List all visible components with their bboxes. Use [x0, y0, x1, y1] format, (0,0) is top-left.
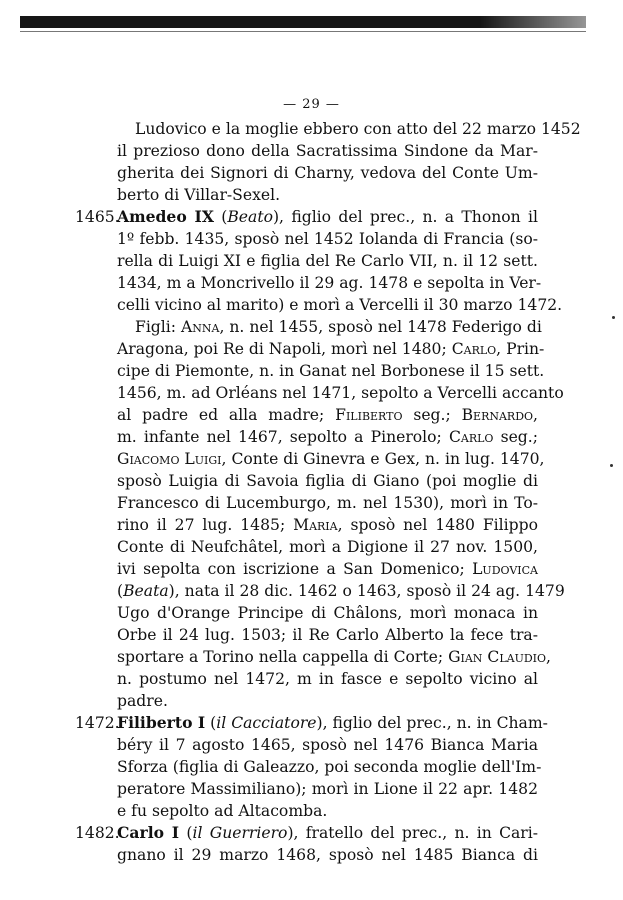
text-segment: ( — [205, 714, 217, 732]
text-segment: béry il 7 agosto 1465, sposò nel 1476 Bianca Maria — [117, 736, 538, 754]
text-line — [117, 778, 538, 800]
text-segment: Ludovico e la moglie ebbero con atto del 22 marzo 1452 — [135, 120, 581, 138]
text-line — [117, 250, 538, 272]
text-line — [117, 624, 538, 646]
text-segment: seg.; — [493, 428, 538, 446]
text-line — [117, 734, 538, 756]
text-line — [117, 492, 538, 514]
child-name: Carlo — [451, 340, 497, 358]
text-segment: e fu sepolto ad Altacomba. — [117, 802, 328, 820]
text-line — [117, 162, 538, 184]
text-line — [117, 558, 538, 580]
text-segment: gnano il 29 marzo 1468, sposò nel 1485 Bianca di — [117, 846, 538, 864]
text-segment: rino il 27 lug. 1485; — [117, 516, 294, 534]
text-line — [117, 470, 538, 492]
text-segment: ), nata il 28 dic. 1462 o 1463, sposò il 24 ag. 1479 — [168, 582, 565, 600]
text-segment: Orbe il 24 lug. 1503; il Re Carlo Alberto la fece tra- — [117, 626, 538, 644]
text-line — [117, 140, 538, 162]
text-segment: gherita dei Signori di Charny, vedova del Conte Um- — [117, 164, 538, 182]
margin-speck — [610, 464, 613, 467]
text-line — [117, 646, 551, 668]
text-segment: seg.; — [402, 406, 462, 424]
text-segment: Conte di Neufchâtel, morì a Digione il 27 nov. 1500, — [117, 538, 538, 556]
text-segment: ivi sepolta con iscrizione a San Domenico; — [117, 560, 473, 578]
text-segment: , Prin- — [496, 340, 545, 358]
text-segment: berto di Villar-Sexel. — [117, 186, 281, 204]
ruler-name: Carlo I — [117, 823, 180, 842]
text-line — [117, 514, 538, 536]
text-segment: ( — [213, 208, 228, 226]
header-rule-line — [20, 31, 586, 32]
child-name: Ludovica — [472, 560, 538, 578]
child-name: Giacomo Luigi — [117, 450, 222, 468]
text-line — [117, 360, 545, 382]
margin-speck — [612, 316, 615, 319]
text-line — [117, 580, 565, 602]
text-line — [117, 712, 548, 734]
text-segment: padre. — [117, 692, 168, 710]
text-line — [135, 316, 542, 338]
entry-year: 1482. — [75, 824, 120, 842]
text-segment: ), fratello del prec., n. in Cari- — [287, 824, 539, 842]
text-segment: sposò Luigia di Savoia figlia di Giano (poi moglie di — [117, 472, 538, 490]
text-segment: ( — [179, 824, 193, 842]
text-segment: , — [533, 406, 539, 424]
text-line — [117, 184, 538, 206]
text-line — [117, 294, 563, 316]
epithet: il Guerriero — [192, 824, 288, 842]
text-line — [117, 756, 542, 778]
text-segment: Francesco di Lucemburgo, m. nel 1530), morì in To- — [117, 494, 538, 512]
text-segment: peratore Massimiliano); morì in Lione il 22 apr. 1482 — [117, 780, 538, 798]
text-segment: 1434, m a Moncrivello il 29 ag. 1478 e sepolta in Ver- — [117, 274, 542, 292]
child-name: Maria — [293, 516, 338, 534]
child-name: Bernardo — [461, 406, 534, 424]
text-segment: , — [546, 648, 551, 666]
entry-year: 1472. — [75, 714, 120, 732]
text-line — [117, 800, 538, 822]
text-line — [117, 228, 538, 250]
text-segment: , sposò nel 1480 Filippo — [337, 516, 538, 534]
text-segment: al padre ed alla madre; — [117, 406, 336, 424]
text-segment: Ugo d'Orange Principe di Châlons, morì monaca in — [117, 604, 538, 622]
text-line — [117, 690, 538, 712]
text-line — [117, 668, 538, 690]
text-segment: celli vicino al marito) e morì a Vercelli il 30 marzo 1472. — [117, 296, 563, 314]
text-segment: 1º febb. 1435, sposò nel 1452 Iolanda di Francia (so- — [117, 230, 538, 248]
text-segment: il prezioso dono della Sacratissima Sindone da Mar- — [117, 142, 538, 160]
epithet: Beata — [123, 582, 169, 600]
ruler-name: Amedeo IX — [117, 207, 214, 226]
text-segment: ), figlio del prec., n. a Thonon il — [272, 208, 538, 226]
text-segment: ( — [117, 582, 124, 600]
text-line — [117, 822, 538, 844]
header-rule-fade — [480, 16, 586, 28]
text-segment: , Conte di Ginevra e Gex, n. in lug. 1470, — [221, 450, 545, 468]
text-line — [117, 206, 538, 228]
text-segment: n. postumo nel 1472, m in fasce e sepolto vicino al — [117, 670, 538, 688]
text-segment: Figli: — [135, 318, 181, 336]
entry-year: 1465. — [75, 208, 120, 226]
child-name: Filiberto — [335, 406, 403, 424]
text-line — [117, 338, 545, 360]
text-segment: Aragona, poi Re di Napoli, morì nel 1480; — [117, 340, 452, 358]
text-line — [117, 602, 538, 624]
page-number: — 29 — — [283, 97, 340, 112]
child-name: Gian Claudio — [448, 648, 547, 666]
epithet: il Cacciatore — [216, 714, 317, 732]
child-name: Anna — [180, 318, 220, 336]
text-segment: sportare a Torino nella cappella di Corte; — [117, 648, 449, 666]
text-segment: , n. nel 1455, sposò nel 1478 Federigo di — [219, 318, 542, 336]
text-line — [117, 382, 564, 404]
text-line — [135, 118, 581, 140]
text-line — [117, 844, 538, 866]
text-line — [117, 448, 545, 470]
child-name: Carlo — [448, 428, 494, 446]
text-line — [117, 272, 542, 294]
text-segment: Sforza (figlia di Galeazzo, poi seconda moglie dell'Im- — [117, 758, 542, 776]
ruler-name: Filiberto I — [117, 713, 206, 732]
text-segment: m. infante nel 1467, sepolto a Pinerolo; — [117, 428, 449, 446]
text-segment: cipe di Piemonte, n. in Ganat nel Borbonese il 15 sett. — [117, 362, 545, 380]
text-line — [117, 426, 538, 448]
text-line — [117, 404, 538, 426]
text-line — [117, 536, 538, 558]
text-segment: rella di Luigi XI e figlia del Re Carlo VII, n. il 12 sett. — [117, 252, 538, 270]
text-segment: ), figlio del prec., n. in Cham- — [316, 714, 548, 732]
epithet: Beato — [227, 208, 273, 226]
text-segment: 1456, m. ad Orléans nel 1471, sepolto a Vercelli accanto — [117, 384, 564, 402]
